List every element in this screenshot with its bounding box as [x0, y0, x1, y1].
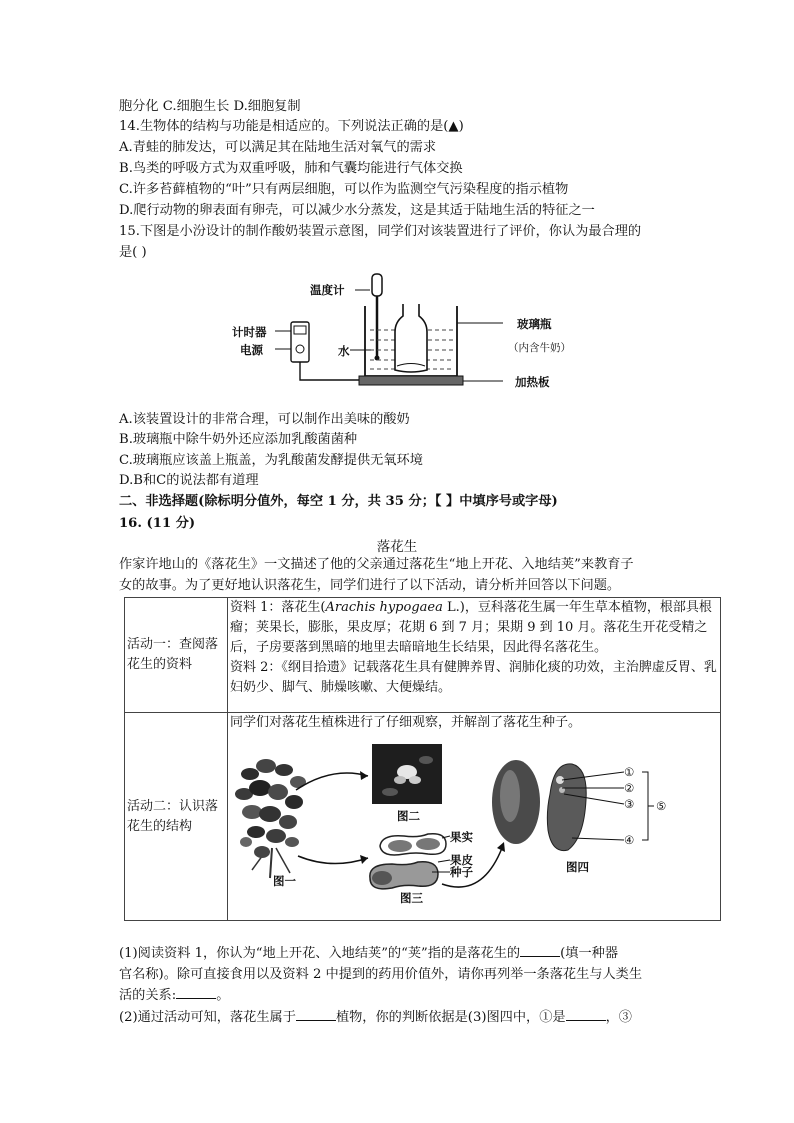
- label-n2: ②: [624, 781, 635, 795]
- yogurt-apparatus-figure: [225, 268, 565, 398]
- label-n4: ④: [624, 833, 635, 847]
- fig1-caption: 图一: [273, 874, 296, 888]
- label-fruit: 果实: [450, 830, 473, 844]
- q13-tail: 胞分化 C.细胞生长 D.细胞复制: [119, 99, 301, 114]
- q16-number: 16. (11 分): [119, 516, 196, 531]
- answer-blank-part1[interactable]: [566, 1020, 606, 1021]
- label-bottle-note: （内含牛奶）: [508, 342, 571, 354]
- label-thermometer: 温度计: [310, 283, 345, 297]
- material2: 资料 2：《纲目拾遗》记载落花生具有健脾养胃、润肺化痰的功效，主治脾虚反胃、乳妇奶少、脚气、肺燥咳嗽、大便燥结。: [230, 660, 717, 695]
- label-pericarp: 果皮: [450, 853, 473, 867]
- label-timer: 计时器: [232, 325, 267, 339]
- label-seed: 种子: [450, 865, 473, 879]
- fig3-caption: 图三: [400, 891, 423, 905]
- q14-option-c: C.许多苔藓植物的“叶”只有两层细胞，可以作为监测空气污染程度的指示植物: [119, 182, 569, 197]
- label-heater: 加热板: [515, 375, 550, 389]
- fig4-caption: 图四: [566, 860, 589, 874]
- label-n5: ⑤: [656, 799, 667, 813]
- q14-stem: 14.生物体的结构与功能是相适应的。下列说法正确的是(▲): [119, 119, 464, 134]
- q15-stem-line1: 15.下图是小汾设计的制作酸奶装置示意图，同学们对该装置进行了评价，你认为最合理的: [119, 224, 642, 239]
- q16-intro-line1: 作家许地山的《落花生》一文描述了他的父亲通过落花生“地上开花、入地结荚”来教育子: [119, 557, 634, 572]
- fig2-caption: 图二: [397, 809, 420, 823]
- peanut-plant-image: [235, 759, 306, 878]
- q15-option-c: C.玻璃瓶应该盖上瓶盖，为乳酸菌发酵提供无氧环境: [119, 453, 423, 468]
- material1: 资料 1：落花生(Arachis hypogaea L.)，豆科落花生属一年生草本植物，根部具根瘤；荚果长，膨胀，果皮厚；花期 6 到 7 月；果期 9 到 10 月。落花生开花受精之后，子房要落到黑暗的地里去暗暗地生长结果，因此得名落花生。: [230, 600, 712, 655]
- answer-blank-organ[interactable]: [520, 956, 560, 957]
- q16-sub1-line1: (1)阅读资料 1，你认为“地上开花、入地结荚”的“荚”指的是落花生的 (填一种器: [119, 946, 619, 961]
- q16-sub1-line3: 活的关系: 。: [119, 988, 230, 1003]
- q14-option-d: D.爬行动物的卵表面有卵壳，可以减少水分蒸发，这是其适于陆地生活的特征之一: [119, 203, 595, 218]
- activity2-label: 活动二：认识落花生的结构: [125, 713, 228, 921]
- peanut-pod-image: [370, 834, 446, 889]
- timer-device: [291, 322, 309, 362]
- answer-blank-plant-type[interactable]: [296, 1020, 336, 1021]
- answer-blank-relation[interactable]: [176, 998, 216, 999]
- section2-header: 二、非选择题(除标明分值外，每空 1 分，共 35 分；【 】中填序号或字母): [119, 494, 558, 509]
- q16-sub2-line: (2)通过活动可知，落花生属于 植物，你的判断依据是(3)图四中，①是 ，③: [119, 1010, 632, 1025]
- label-bottle: 玻璃瓶: [517, 317, 552, 331]
- q15-option-b: B.玻璃瓶中除牛奶外还应添加乳酸菌菌种: [119, 432, 358, 447]
- peanut-figures: [232, 738, 712, 918]
- q15-stem-line2: 是( ): [119, 245, 147, 260]
- q16-sub1-line2: 官名称)。除可直接食用以及资料 2 中提到的药用价值外，请你再列举一条落花生与人类生: [119, 967, 643, 982]
- q14-option-a: A.青蛙的肺发达，可以满足其在陆地生活对氧气的需求: [119, 140, 437, 155]
- q15-option-a: A.该装置设计的非常合理，可以制作出美味的酸奶: [119, 412, 410, 427]
- label-water: 水: [338, 344, 350, 358]
- q16-intro-line2: 女的故事。为了更好地认识落花生，同学们进行了以下活动，请分析并回答以下问题。: [119, 578, 621, 593]
- label-n1: ①: [624, 765, 635, 779]
- thermometer-shape: [372, 274, 382, 361]
- peanut-seed-split: [547, 764, 586, 851]
- activity1-content: [228, 598, 721, 713]
- q16-title: 落花生: [376, 539, 418, 555]
- q14-option-b: B.鸟类的呼吸方式为双重呼吸，肺和气囊均能进行气体交换: [119, 161, 463, 176]
- q15-option-d: D.B和C的说法都有道理: [119, 473, 259, 488]
- label-n3: ③: [624, 797, 635, 811]
- activity2-text: 同学们对落花生植株进行了仔细观察，并解剖了落花生种子。: [230, 715, 582, 730]
- label-power: 电源: [240, 343, 263, 357]
- activity1-label: 活动一：查阅落花生的资料: [125, 598, 228, 713]
